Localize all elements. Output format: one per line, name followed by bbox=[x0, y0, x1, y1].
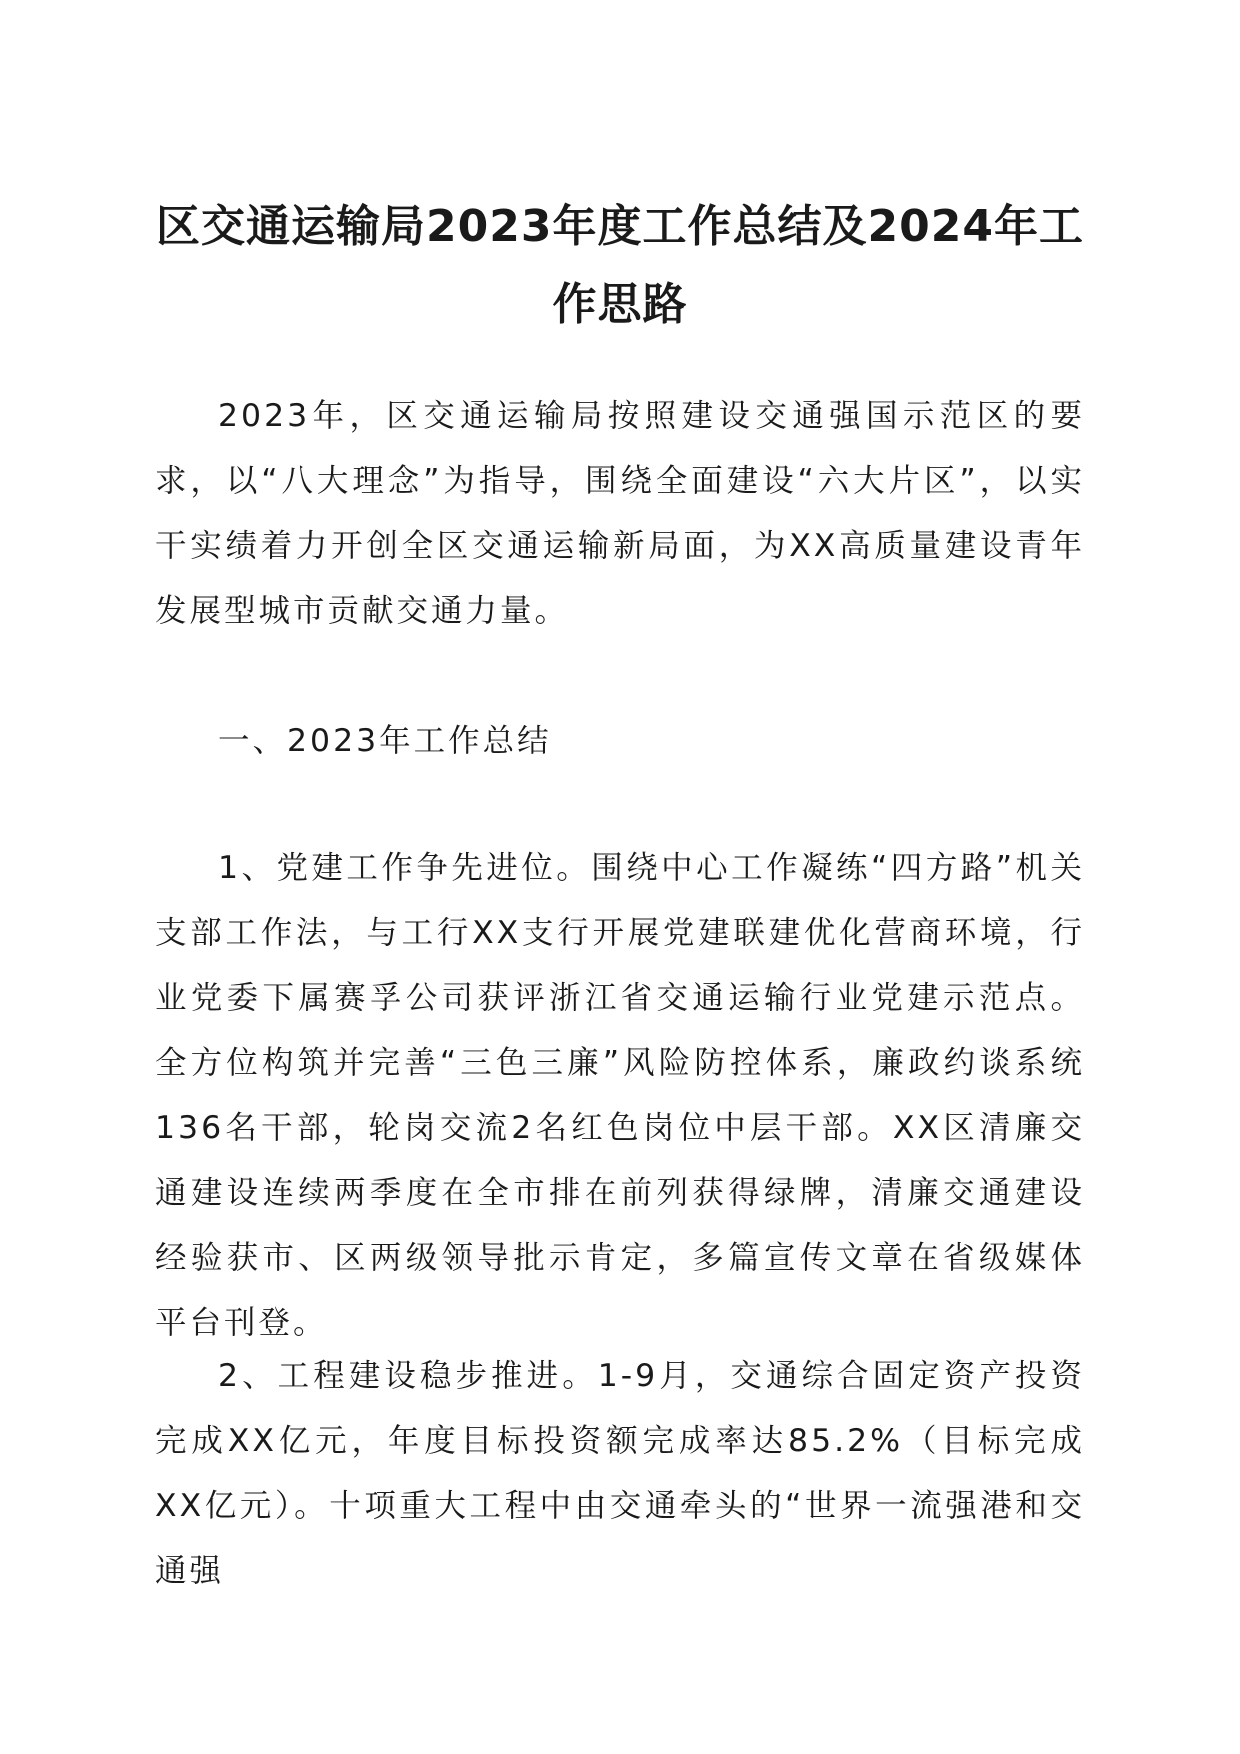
document-title: 区交通运输局2023年度工作总结及2024年工作思路 bbox=[156, 201, 1084, 330]
item-1-paragraph: 1、党建工作争先进位。围绕中心工作凝练“四方路”机关支部工作法，与工行XX支行开展党建联建优化营商环境，行业党委下属赛孚公司获评浙江省交通运输行业党建示范点。全方位构筑并完善“三色三廉”风险防控体系，廉政约谈系统136名干部，轮岗交流2名红色岗位中层干部。XX区清廉交通建设连续两季度在全市排在前列获得绿牌，清廉交通建设经验获市、区两级领导批示肯定，多篇宣传文章在省级媒体平台刊登。 bbox=[155, 850, 1085, 1341]
section-heading: 一、2023年工作总结 bbox=[218, 723, 552, 759]
intro-paragraph: 2023年，区交通运输局按照建设交通强国示范区的要求，以“八大理念”为指导，围绕全面建设“六大片区”，以实干实绩着力开创全区交通运输新局面，为XX高质量建设青年发展型城市贡献交通力量。 bbox=[155, 398, 1085, 629]
item-2-paragraph: 2、工程建设稳步推进。1-9月，交通综合固定资产投资完成XX亿元，年度目标投资额完成率达85.2%（目标完成XX亿元）。十项重大工程中由交通牵头的“世界一流强港和交通强 bbox=[155, 1358, 1085, 1589]
